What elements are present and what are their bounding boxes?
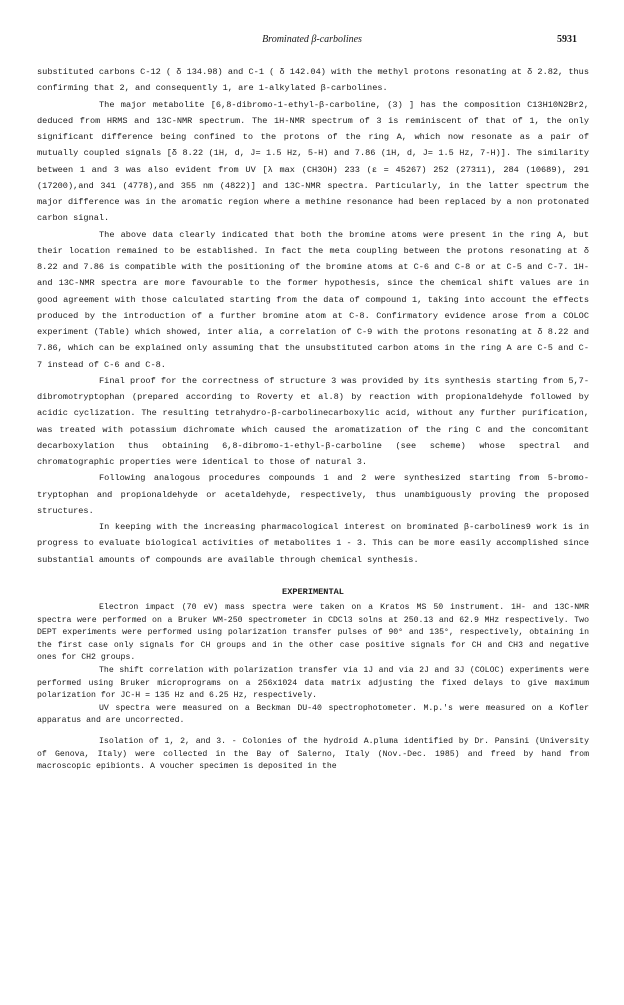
section-gap	[37, 728, 589, 736]
paragraph-3: The above data clearly indicated that both the bromine atoms were present in the ring A, but their location remained to be established. In fact the meta coupling between the protons resonating at δ 8.22 and 7.86 is compatible with the positioning of the bromine atoms at C-6 and C-8 or at C-5 and C-7. 1H- and 13C-NMR spectra are more favourable to the former hypothesis, since the chemical shift values are in good agreement with those calculated starting from the data of compound 1, taking into account the effects produced by the introduction of a further bromine atom at C-8. Confirmatory evidence arose from a COLOC experiment (Table) which showed, inter alia, a correlation of C-9 with the protons resonating at δ 8.22 and 7.86, which can be explained only assuming that the unsubstituted carbon atoms in the ring A are C-5 and C-7 instead of C-6 and C-8.	[37, 229, 589, 370]
section-gap	[37, 568, 589, 576]
article-body	[37, 64, 589, 774]
paragraph-1: substituted carbons C-12 ( δ 134.98) and C-1 ( δ 142.04) with the methyl protons resonating at δ 2.82, thus confirming that 2, and consequently 1, are 1-alkylated β-carbolines.	[37, 67, 589, 94]
experimental-paragraph-3: UV spectra were measured on a Beckman DU-40 spectrophotometer. M.p.'s were measured on a Kofler apparatus and are uncorrected.	[37, 703, 589, 726]
experimental-paragraph-1: Electron impact (70 eV) mass spectra were taken on a Kratos MS 50 instrument. 1H- and 13C-NMR spectra were performed on a Bruker WM-250 spectrometer in CDCl3 solns at 250.13 and 62.9 MHz respectively. Two DEPT experiments were performed using polarization transfer pulses of 90° and 135°, respectively, obtaining in the first case only signals for CH groups and in the other case positive signals for CH and CH3 and negative ones for CH2 groups.	[37, 603, 589, 663]
paragraph-2: The major metabolite [6,8-dibromo-1-ethyl-β-carboline, (3) ] has the composition C13H10N2Br2, deduced from HRMS and 13C-NMR spectrum. The 1H-NMR spectrum of 3 is reminiscent of that of 1, the only significant difference being confined to the protons of the ring A, which now resonate as a pair of mutually coupled signals [δ 8.22 (1H, d, J= 1.5 Hz, 5-H) and 7.86 (1H, d, J= 1.5 Hz, 7-H)]. The similarity between 1 and 3 was also evident from UV [λ max (CH3OH) 233 (ε = 45267) 252 (27311), 284 (10689), 291 (17200),and 341 (4778),and 355 nm (4822)] and 13C-NMR spectra. Particularly, in the latter spectrum the major difference was in the aromatic region where a methine resonance had been replaced by a non protonated carbon signal.	[37, 99, 589, 224]
paragraph-4: Final proof for the correctness of structure 3 was provided by its synthesis starting from 5,7-dibromotryptophan (prepared according to Roverty et al.8) by reaction with propionaldehyde followed by acidic cyclization. The resulting tetrahydro-β-carbolinecarboxylic acid, without any further purification, was treated with potassium dichromate which caused the aromatization of the ring C and the concomitant decarboxylation thus obtaining 6,8-dibromo-1-ethyl-β-carboline (see scheme) whose spectral and chromatographic properties were identical to those of natural 3.	[37, 375, 589, 467]
experimental-heading: EXPERIMENTAL	[282, 586, 344, 597]
experimental-paragraph-4: Isolation of 1, 2, and 3. - Colonies of the hydroid A.pluma identified by Dr. Pansini (University of Genova, Italy) were collected in the Bay of Salerno, Italy (Nov.-Dec. 1985) and freed by hand from macroscopic epibionts. A voucher specimen is deposited in the	[37, 736, 589, 772]
running-title: Brominated β-carbolines	[262, 34, 362, 45]
running-header	[0, 34, 624, 48]
paragraph-5: Following analogous procedures compounds 1 and 2 were synthesized starting from 5-bromo-tryptophan and propionaldehyde or acetaldehyde, respectively, thus unambiguously proving the proposed structures.	[37, 473, 589, 516]
page-number: 5931	[557, 34, 577, 45]
paragraph-6: In keeping with the increasing pharmacological interest on brominated β-carbolines9 work is in progress to evaluate biological activities of metabolites 1 - 3. This can be more easily accomplished since substantial amounts of compounds are available through chemical synthesis.	[37, 522, 589, 565]
experimental-paragraph-2: The shift correlation with polarization transfer via 1J and via 2J and 3J (COLOC) experiments were performed using Bruker microprograms on a 256x1024 data matrix adjusting the fixed delays to give maximum polarization for JC-H = 135 Hz and 6.25 Hz, respectively.	[37, 665, 589, 701]
